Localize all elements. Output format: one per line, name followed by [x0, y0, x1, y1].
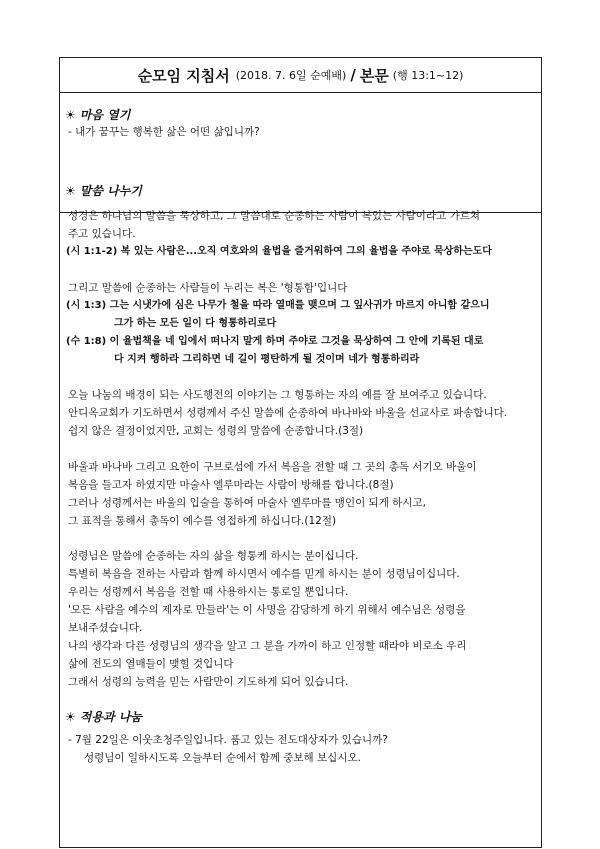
sun-icon: ☀	[65, 710, 76, 724]
body-line: 보내주셨습니다.	[68, 622, 143, 634]
header-date: (2018. 7. 6일 순예배)	[235, 69, 347, 82]
body-line: 그 표적을 통해서 총독이 예수를 영접하게 하십니다.(12절)	[68, 515, 337, 527]
body-line: 성경은 하나님의 말씀을 묵상하고, 그 말씀대로 순종하는 사람이 복있는 사람이라고 가르쳐	[68, 210, 481, 222]
section1-heading-text: 마음 열기	[79, 108, 131, 122]
body-line: 쉽지 않은 결정이었지만, 교회는 성령의 말씀에 순종합니다.(3절)	[68, 425, 364, 437]
section1-line: - 내가 꿈꾸는 행복한 삶은 어떤 삶입니까?	[68, 126, 260, 138]
sun-icon: ☀	[65, 184, 76, 198]
section3-heading	[65, 708, 142, 725]
body-line: 그러나 성령께서는 바울의 입술을 통하여 마술사 엘루마를 맹인이 되게 하시고,	[68, 497, 426, 509]
section2-heading-text: 말씀 나누기	[79, 184, 142, 198]
scripture-line: 다 지켜 행하라 그리하면 네 길이 평탄하게 될 것이며 네가 형통하리라	[114, 354, 420, 365]
scripture-line: (수 1:8) 이 율법책을 네 입에서 떠나지 말게 하며 주야로 그것을 묵상하여 그 안에 기록된 대로	[66, 336, 484, 347]
guide-sheet	[59, 57, 542, 848]
header	[60, 58, 541, 93]
body-line: 우리는 성령께서 복음을 전할 때 사용하시는 통로일 뿐입니다.	[68, 586, 349, 598]
apply-line: - 7월 22일은 이웃초청주일입니다. 품고 있는 전도대상자가 있습니까?	[68, 734, 388, 746]
body-line: 주고 있습니다.	[68, 228, 136, 240]
scripture-line: (시 1:3) 그는 시냇가에 심은 나무가 철을 따라 열매를 맺으며 그 잎사귀가 마르지 아니함 같으니	[66, 300, 490, 311]
sun-icon: ☀	[65, 108, 76, 122]
body-line: 오늘 나눔의 배경이 되는 사도행전의 이야기는 그 형통하는 자의 예를 잘 보여주고 있습니다.	[68, 389, 487, 401]
body-line: 특별히 복음을 전하는 사람과 함께 하시면서 예수를 믿게 하시는 분이 성령님이십니다.	[68, 568, 460, 580]
body-line: '모든 사람을 예수의 제자로 만들라'는 이 사명을 감당하게 하기 위해서 예수님은 성령을	[68, 604, 466, 616]
body-line: 그리고 말씀에 순종하는 사람들이 누리는 복은 '형통함'입니다	[68, 282, 348, 294]
scripture-line: (시 1:1-2) 복 있는 사람은...오직 여호와의 율법을 즐거워하여 그의 율법을 주야로 묵상하는도다	[66, 246, 492, 257]
header-main: 본문	[359, 66, 389, 85]
scripture-line: 그가 하는 모든 일이 다 형통하리로다	[114, 318, 277, 329]
body-line: 성령님은 말씀에 순종하는 자의 삶을 형통케 하시는 분이십니다.	[68, 550, 359, 562]
section2-heading	[65, 182, 142, 199]
body-line: 나의 생각과 다른 성령님의 생각을 알고 그 분을 가까이 하고 인정할 때라야 비로소 우리	[68, 640, 467, 652]
section3-heading-text: 적용과 나눔	[79, 710, 142, 724]
body-line: 바울과 바나바 그리고 요한이 구브로섬에 가서 복음을 전할 때 그 곳의 총독 서기오 바울이	[68, 461, 477, 473]
header-title: 순모임 지침서	[137, 66, 230, 85]
header-ref: (행 13:1~12)	[392, 69, 464, 82]
section1-heading	[65, 106, 130, 123]
header-separator: /	[350, 66, 356, 84]
apply-line: 성령님이 일하시도록 오늘부터 순에서 함께 중보해 보십시오.	[84, 752, 361, 764]
body-line: 그래서 성령의 능력을 믿는 사람만이 기도하게 되어 있습니다.	[68, 676, 349, 688]
body-line: 삶에 전도의 열매들이 맺힐 것입니다	[68, 658, 234, 670]
body-line: 안디옥교회가 기도하면서 성령께서 주신 말씀에 순종하여 바나바와 바울을 선교사로 파송합니다.	[68, 407, 508, 419]
body-line: 복음을 들고자 하였지만 마술사 엘루마라는 사람이 방해를 합니다.(8절)	[68, 479, 394, 491]
